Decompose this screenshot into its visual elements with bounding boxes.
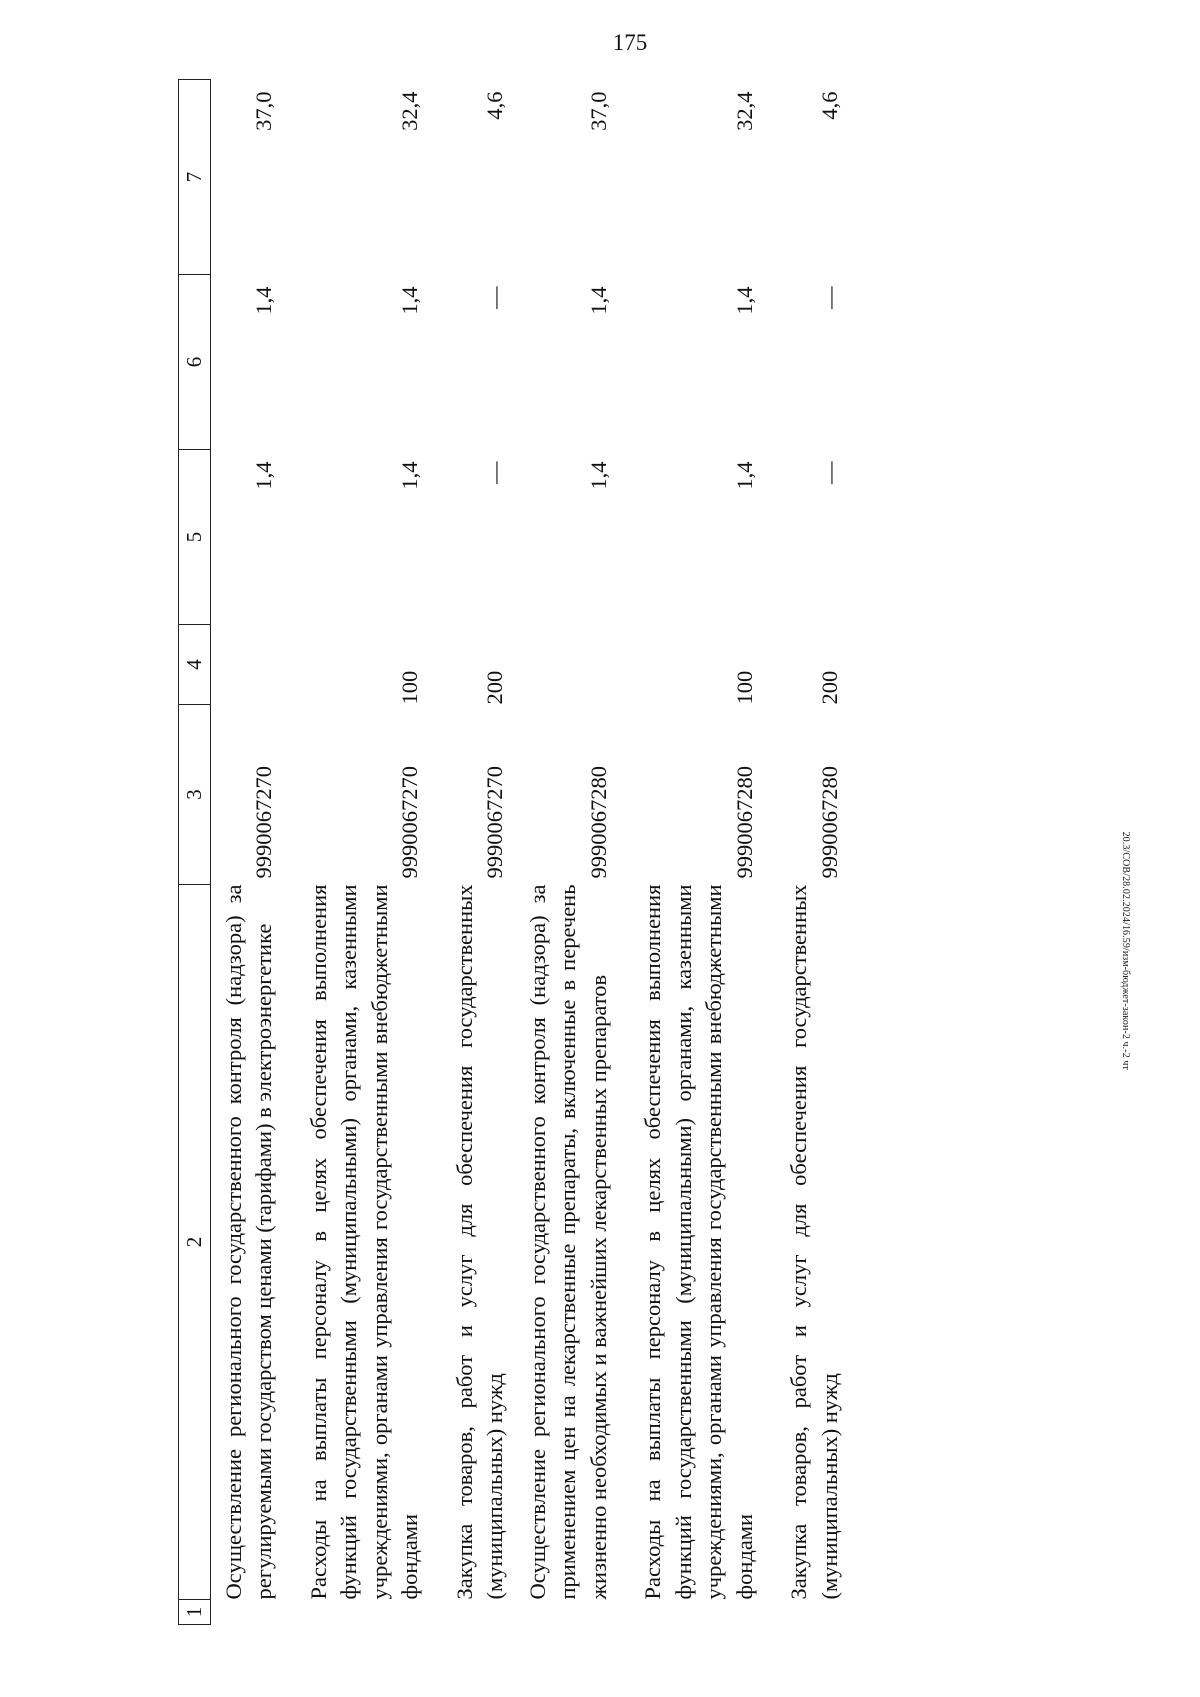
table-row <box>764 80 849 1625</box>
row-value-col5: — <box>482 461 507 484</box>
row-description: Осуществление регионального государственного контроля (надзора) за регулируемыми государством ценами (тарифами) в электроэнергетике <box>220 884 276 1600</box>
row-index-cell <box>430 1600 515 1625</box>
row-target-code: 9990067280 <box>585 766 611 879</box>
page-number: 175 <box>612 30 648 55</box>
header-col-5: 5 <box>179 450 211 625</box>
row-description: Осуществление регионального государственного контроля (надзора) за применением цен на лекарственные препараты, включенные в перечень жизненно необходимых и важнейших лекарственных препаратов <box>524 884 611 1600</box>
row-value-col7: 32,4 <box>731 91 757 131</box>
table-row <box>210 80 284 1625</box>
table-row <box>284 80 430 1625</box>
table-row <box>618 80 764 1625</box>
row-description: Закупка товаров, работ и услуг для обеспечения государственных (муниципальных) нужд <box>451 884 507 1600</box>
table-row <box>515 80 619 1625</box>
row-value-col6: 1,4 <box>585 286 611 315</box>
row-target-code: 9990067270 <box>397 766 422 879</box>
row-description: Расходы на выплаты персоналу в целях обеспечения выполнения функций государственными (муниципальными) органами, казенными учреждениями, органами управления государственными внебюджетными фондами <box>640 884 757 1600</box>
row-index-cell <box>515 1600 619 1625</box>
table-body <box>210 80 849 1625</box>
row-value-col5: 1,4 <box>397 461 422 490</box>
row-expense-kind <box>515 625 619 705</box>
header-col-6: 6 <box>179 275 211 450</box>
row-target-code: 9990067280 <box>816 766 842 879</box>
row-expense-kind: 200 <box>482 670 507 705</box>
row-index-cell <box>210 1600 284 1625</box>
budget-table <box>178 79 849 1625</box>
row-value-col5: — <box>816 461 842 484</box>
header-col-7: 7 <box>179 80 211 275</box>
row-value-col6: — <box>816 286 842 309</box>
row-value-col7: 32,4 <box>397 91 422 131</box>
row-target-code: 9990067270 <box>482 766 507 879</box>
row-value-col6: 1,4 <box>397 286 422 315</box>
row-value-col5: 1,4 <box>251 461 276 490</box>
row-expense-kind: 100 <box>731 670 757 705</box>
row-value-col6: 1,4 <box>251 286 276 315</box>
row-description: Расходы на выплаты персоналу в целях обеспечения выполнения функций государственными (муниципальными) органами, казенными учреждениями, органами управления государственными внебюджетными фондами <box>305 884 422 1600</box>
document-footer-code: 20.3/СОВ/28.02.2024/16.59/изм-бюджет-закон-2 ч.-2 чт <box>1120 831 1131 1070</box>
table-header <box>179 80 211 1625</box>
row-value-col5: 1,4 <box>585 461 611 490</box>
row-expense-kind: 100 <box>397 670 422 705</box>
row-index-cell <box>284 1600 430 1625</box>
header-col-4: 4 <box>179 625 211 705</box>
header-col-3: 3 <box>179 705 211 885</box>
row-value-col5: 1,4 <box>731 461 757 490</box>
table-row <box>430 80 515 1625</box>
row-value-col7: 37,0 <box>585 91 611 131</box>
row-value-col7: 37,0 <box>251 91 276 131</box>
row-value-col7: 4,6 <box>482 91 507 120</box>
row-target-code: 9990067270 <box>251 766 276 879</box>
row-value-col7: 4,6 <box>816 91 842 120</box>
row-index-cell <box>618 1600 764 1625</box>
row-description: Закупка товаров, работ и услуг для обеспечения государственных (муниципальных) нужд <box>786 884 842 1600</box>
row-value-col6: — <box>482 286 507 309</box>
row-target-code: 9990067280 <box>731 766 757 879</box>
row-expense-kind: 200 <box>816 670 842 705</box>
rotated-table-wrapper <box>178 80 849 1625</box>
row-value-col6: 1,4 <box>731 286 757 315</box>
row-expense-kind <box>210 625 284 705</box>
header-col-2: 2 <box>179 885 211 1600</box>
header-col-1: 1 <box>179 1600 211 1625</box>
row-index-cell <box>764 1600 849 1625</box>
